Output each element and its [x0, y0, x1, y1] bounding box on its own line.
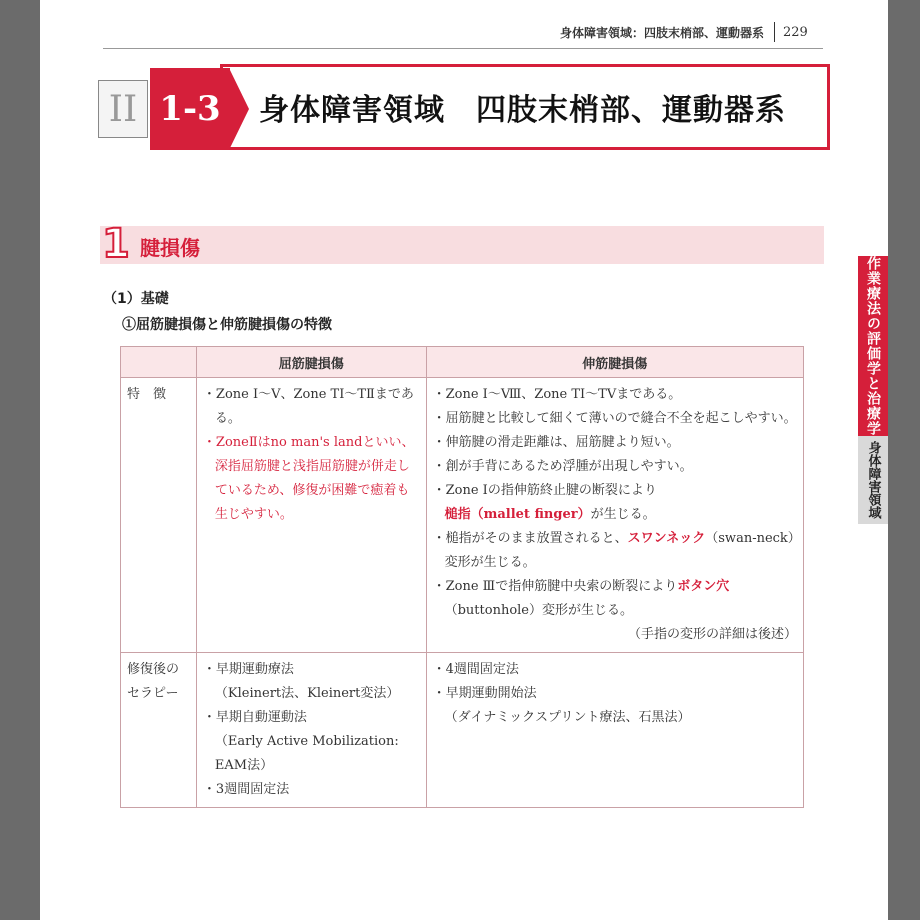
- keyword-swan-neck: スワンネック: [627, 531, 706, 546]
- note: （手指の変形の詳細は後述）: [627, 627, 797, 642]
- side-tab-category[interactable]: 作業療法の評価学と治療学: [858, 256, 888, 436]
- section-number: 1: [102, 221, 130, 267]
- chapter-title-text: 身体障害領域 四肢末梢部、運動器系: [259, 93, 786, 128]
- table-row-therapy: [121, 653, 804, 808]
- header-rule: [103, 48, 823, 49]
- chapter-part-box: II: [98, 80, 148, 138]
- chapter-title: [220, 64, 830, 150]
- table-header-flexor: 屈筋腱損傷: [196, 347, 426, 378]
- row-label-features: 特 徴: [121, 378, 197, 653]
- viewer-frame-right: [888, 0, 920, 920]
- chapter-number: 1-3: [150, 68, 230, 150]
- list-item: [433, 575, 797, 623]
- list-item: ・ 早期運動療法: [203, 658, 420, 682]
- running-head: [560, 22, 808, 42]
- table-header-blank: [121, 347, 197, 378]
- table-header-row: [121, 347, 804, 378]
- cell-flexor-therapy: [196, 653, 426, 808]
- list-item: ・ 4週間固定法: [433, 658, 797, 682]
- list-item: ・ 創が手背にあるため浮腫が出現しやすい。: [433, 455, 797, 479]
- subheading: （1）基礎: [103, 291, 169, 307]
- text: （swan-neck）変形が生じる。: [444, 531, 795, 570]
- text: Zone Ⅲで指伸筋腱中央索の断裂により: [445, 579, 678, 594]
- table-row-features: [121, 378, 804, 653]
- list-item: ・ Zone Ⅰ～Ⅷ、Zone TⅠ～TⅤまである。: [433, 383, 797, 407]
- chapter-arrow: [229, 68, 249, 150]
- text: 槌指がそのまま放置されると、: [445, 531, 628, 546]
- cell-extensor-therapy: [426, 653, 803, 808]
- viewer-frame-left: [0, 0, 40, 920]
- list-item: ・ Zone Ⅰ～Ⅴ、Zone TⅠ～TⅡまである。: [203, 383, 420, 431]
- keyword-mallet-finger: 槌指（mallet finger）: [444, 507, 591, 522]
- list-item: [433, 479, 797, 527]
- text: が生じる。: [590, 507, 656, 522]
- list-item-sub: （Kleinert法、Kleinert変法）: [214, 686, 400, 701]
- list-item-sub: （ダイナミックスプリント療法、石黒法）: [444, 710, 691, 725]
- list-item: ・ 伸筋腱の滑走距離は、屈筋腱より短い。: [433, 431, 797, 455]
- section-band: [100, 226, 824, 264]
- tendon-comparison-table: [120, 346, 804, 808]
- running-head-divider: [774, 22, 775, 42]
- row-label-therapy: 修復後の セラピー: [121, 653, 197, 808]
- list-item: [433, 527, 797, 575]
- text: Zone Ⅰの指伸筋終止腱の断裂により: [445, 483, 657, 498]
- list-item: ・ 3週間固定法: [203, 778, 420, 802]
- text: （buttonhole）変形が生じる。: [444, 603, 634, 618]
- list-item-highlight: ・ ZoneⅡはno man's landといい、深指屈筋腱と浅指屈筋腱が併走しているため、修復が困難で癒着も生じやすい。: [203, 431, 420, 527]
- section-title: 腱損傷: [140, 236, 200, 260]
- running-head-title: 身体障害領域：四肢末梢部、運動器系: [560, 25, 765, 40]
- table-header-extensor: 伸筋腱損傷: [426, 347, 803, 378]
- list-item-sub: （Early Active Mobilization: EAM法）: [214, 734, 399, 773]
- subsubheading: ①屈筋腱損傷と伸筋腱損傷の特徴: [122, 317, 332, 333]
- cell-flexor-features: [196, 378, 426, 653]
- cell-extensor-features: [426, 378, 803, 653]
- side-tab-current[interactable]: 身体障害領域: [858, 436, 888, 524]
- list-item: ・ 屈筋腱と比較して細くて薄いので縫合不全を起こしやすい。: [433, 407, 797, 431]
- list-item: ・ 早期運動開始法: [433, 682, 797, 706]
- keyword-buttonhole: ボタン穴: [677, 579, 730, 594]
- page-number: 229: [783, 24, 808, 40]
- list-item: ・ 早期自動運動法: [203, 706, 420, 730]
